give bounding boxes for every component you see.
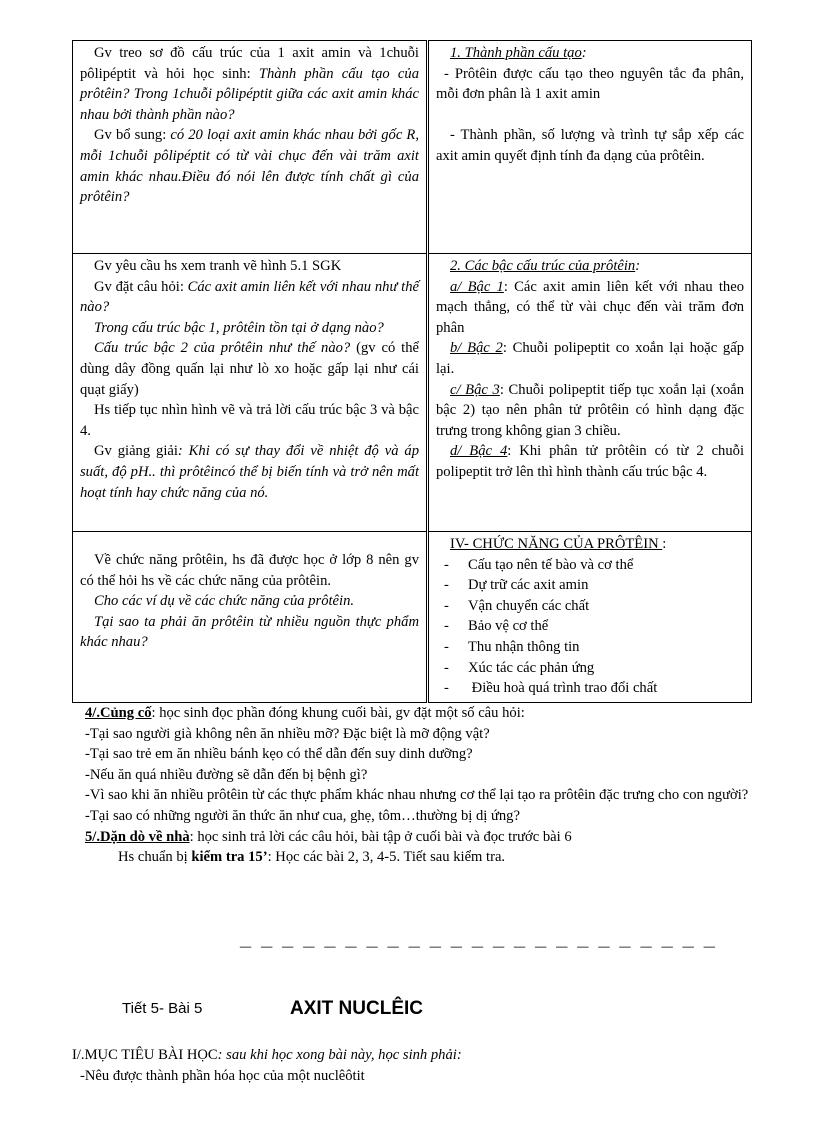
paragraph: Trong cấu trúc bậc 1, prôtêin tồn tại ở dạng nào? <box>94 319 384 336</box>
list-item: - Điều hoà quá trình trao đổi chất <box>444 680 658 697</box>
teacher-activity-cell <box>73 254 428 532</box>
paragraph: Tại sao ta phải ăn prôtêin từ nhiều nguồn thực phẩm khác nhau? <box>80 613 419 651</box>
consolidation-heading: 4/.Củng cố: học sinh đọc phần đóng khung cuối bài, gv đặt một số câu hỏi: <box>85 705 525 721</box>
paragraph: - Prôtêin được cấu tạo theo nguyên tắc đa phân, mỗi đơn phân là 1 axit amin <box>436 65 744 103</box>
table-row <box>73 41 752 254</box>
question-item: -Nếu ăn quá nhiều đường sẽ dẫn đến bị bệnh gì? <box>85 766 368 783</box>
content-cell <box>428 41 752 254</box>
section-separator: _ _ _ _ _ _ _ _ _ _ _ _ _ _ _ _ _ _ _ _ _ _ _ <box>240 928 718 950</box>
section-heading: 2. Các bậc cấu trúc của prôtêin: <box>450 258 641 274</box>
table-row <box>73 532 752 703</box>
paragraph: Cho các ví dụ về các chức năng của prôtêin. <box>94 593 355 610</box>
homework-heading: 5/.Dặn dò về nhà: học sinh trả lời các câu hỏi, bài tập ở cuối bài và đọc trước bài 6 <box>85 828 572 845</box>
list-item: - Xúc tác các phản ứng <box>444 659 595 676</box>
content-cell <box>428 532 752 703</box>
paragraph: Gv giảng giải: Khi có sự thay đổi về nhiệt độ và áp suất, độ pH.. thì prôtêincó thể bị biến tính và trở nên mất hoạt tính hay chức năng của nó. <box>80 443 419 501</box>
lesson-table <box>72 40 752 703</box>
question-item: -Tại sao có những người ăn thức ăn như cua, ghẹ, tôm…thường bị dị ứng? <box>85 807 520 824</box>
paragraph: Gv treo sơ đồ cấu trúc của 1 axit amin và 1chuỗi pôlipéptit và hỏi học sinh: Thành phần cấu tạo của prôtêin? Trong 1chuỗi pôlipéptit giữa các axit amin khác nhau bởi thành phần nào? <box>80 45 419 123</box>
question-item: -Tại sao trẻ em ăn nhiều bánh kẹo có thể dẫn đến suy dinh dưỡng? <box>85 746 473 763</box>
paragraph: Gv đặt câu hỏi: Các axit amin liên kết với nhau như thế nào? <box>80 278 419 316</box>
list-item: - Bảo vệ cơ thể <box>444 618 549 635</box>
paragraph: Cấu trúc bậc 2 của prôtêin như thế nào? (gv có thể dùng dây đồng quấn lại như lò xo hoặc gấp lại như cái quạt giấy) <box>80 340 419 398</box>
paragraph: d/ Bậc 4: Khi phân tử prôtêin có từ 2 chuỗi polipeptit trở lên thì hình thành cấu trúc bậc 4. <box>436 443 745 480</box>
paragraph: b/ Bậc 2: Chuỗi polipeptit co xoắn lại hoặc gấp lại. <box>436 340 744 377</box>
question-item: -Tại sao người già không nên ăn nhiều mỡ? Đặc biệt là mỡ động vật? <box>85 725 490 742</box>
lesson-footer <box>80 703 752 868</box>
paragraph: c/ Bậc 3: Chuỗi polipeptit tiếp tục xoắn lại (xoắn bậc 2) tạo nên phân tử prôtêin có hình dạng đặc trưng trong không gian 3 chiều. <box>436 381 744 439</box>
lesson-title: AXIT NUCLÊIC <box>290 998 423 1019</box>
paragraph: Gv yêu cầu hs xem tranh vẽ hình 5.1 SGK <box>94 258 342 274</box>
objectives <box>72 1045 752 1087</box>
content-cell <box>428 254 752 532</box>
paragraph: Hs tiếp tục nhìn hình vẽ và trả lời cấu trúc bậc 3 và bậc 4. <box>80 402 419 439</box>
teacher-activity-cell <box>73 41 428 254</box>
section-heading: 1. Thành phần cấu tạo: <box>450 45 587 61</box>
paragraph: - Thành phần, số lượng và trình tự sắp xếp các axit amin quyết định tính đa dạng của prôtêin. <box>436 127 744 164</box>
paragraph: a/ Bậc 1: Các axit amin liên kết với nhau theo mạch thẳng, có thể từ vài chục đến vài trăm đơn phân <box>436 278 744 336</box>
paragraph: Về chức năng prôtêin, hs đã được học ở lớp 8 nên gv có thể hỏi hs về các chức năng của prôtêin. <box>80 552 419 589</box>
test-notice: Hs chuẩn bị kiểm tra 15’: Học các bài 2, 3, 4-5. Tiết sau kiểm tra. <box>118 849 506 866</box>
objective-item: -Nêu được thành phần hóa học của một nuclêôtit <box>80 1068 365 1084</box>
section-heading: IV- CHỨC NĂNG CỦA PRÔTÊIN : <box>450 536 667 552</box>
teacher-activity-cell <box>73 532 428 703</box>
list-item: - Cấu tạo nên tế bào và cơ thể <box>444 556 634 573</box>
list-item: - Vận chuyển các chất <box>444 597 590 614</box>
list-item: - Thu nhận thông tin <box>444 638 580 655</box>
objectives-heading: I/.MỤC TIÊU BÀI HỌC: sau khi học xong bài này, học sinh phải: <box>72 1047 462 1063</box>
table-row <box>73 254 752 532</box>
list-item: - Dự trữ các axit amin <box>444 577 589 594</box>
question-item: -Vì sao khi ăn nhiều prôtêin từ các thực phẩm khác nhau nhưng cơ thể lại tạo ra prôtêin đặc trưng cho con người? <box>85 787 749 804</box>
paragraph: Gv bổ sung: có 20 loại axit amin khác nhau bởi gốc R, mỗi 1chuỗi pôlipéptit có từ vài chục đến vài trăm axit amin khác nhau.Điều đó nói lên được tính chất gì của prôtêin? <box>80 127 419 206</box>
lesson-label: Tiết 5- Bài 5 <box>122 1000 203 1017</box>
